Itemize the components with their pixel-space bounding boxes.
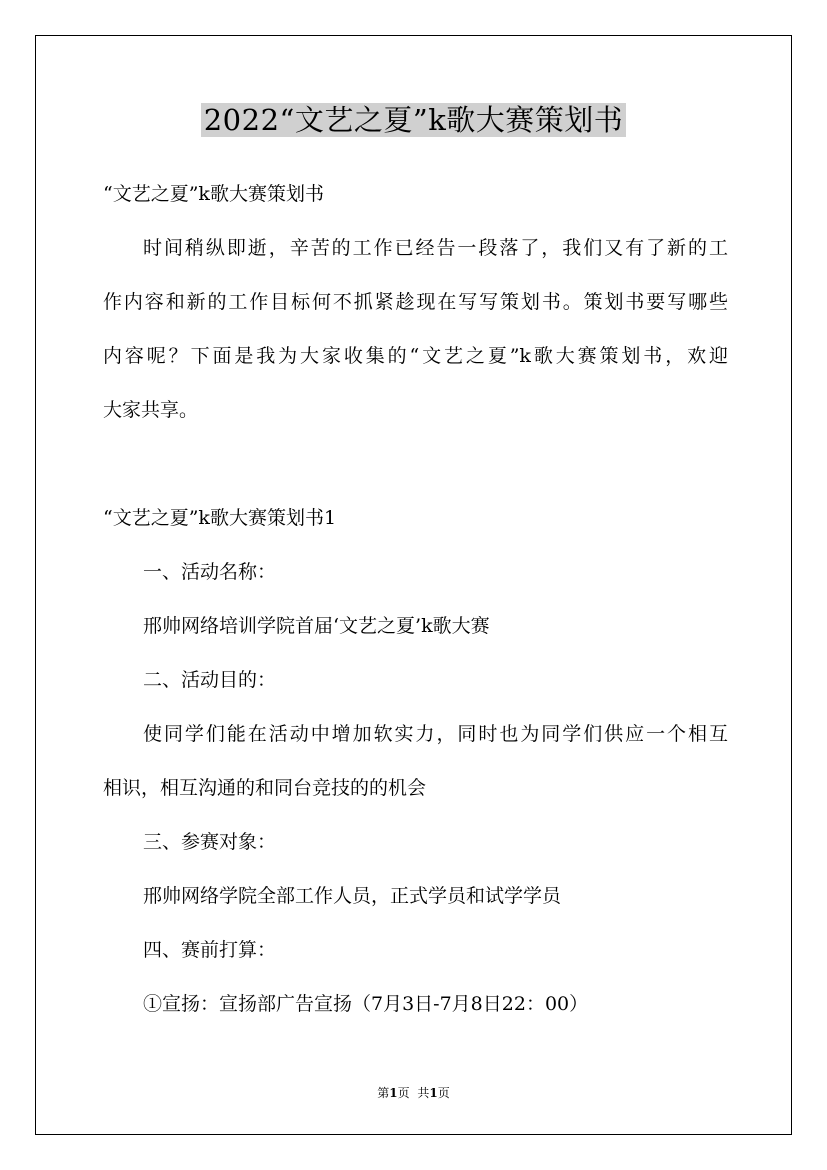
preparation-item-1: ①宣扬：宣扬部广告宣扬（7月3日-7月8日22：00）	[143, 993, 589, 1015]
document-title	[0, 98, 827, 142]
footer-total-pages: 1	[429, 1086, 438, 1100]
participants-value: 邢帅网络学院全部工作人员，正式学员和试学学员	[143, 885, 562, 907]
footer-page-number: 1	[389, 1086, 398, 1100]
activity-name-label: 一、活动名称：	[143, 561, 277, 583]
purpose-line-1: 使同学们能在活动中增加软实力，同时也为同学们供应一个相互	[143, 723, 728, 745]
document-subtitle: “文艺之夏”k歌大赛策划书	[103, 183, 324, 205]
page-footer	[0, 1085, 827, 1101]
footer-total-suffix: 页	[437, 1086, 450, 1100]
participants-label: 三、参赛对象：	[143, 831, 277, 853]
preparation-label: 四、赛前打算：	[143, 939, 277, 961]
purpose-label: 二、活动目的：	[143, 669, 277, 691]
purpose-line-2: 相识，相互沟通的和同台竞技的的机会	[103, 777, 427, 799]
footer-page-suffix: 页	[397, 1086, 410, 1100]
intro-line-2: 作内容和新的工作目标何不抓紧趁现在写写策划书。策划书要写哪些	[103, 291, 728, 313]
intro-line-1: 时间稍纵即逝，辛苦的工作已经告一段落了，我们又有了新的工	[143, 237, 728, 259]
footer-total-prefix: 共	[417, 1086, 430, 1100]
document-title-text: 2022“文艺之夏”k歌大赛策划书	[201, 103, 627, 137]
footer-page-prefix: 第	[377, 1086, 390, 1100]
intro-line-3: 内容呢？下面是我为大家收集的“文艺之夏”k歌大赛策划书，欢迎	[103, 345, 728, 367]
section-heading: “文艺之夏”k歌大赛策划书1	[103, 507, 337, 529]
intro-line-4: 大家共享。	[103, 399, 199, 421]
activity-name-value: 邢帅网络培训学院首届‘文艺之夏’k歌大赛	[143, 615, 490, 637]
